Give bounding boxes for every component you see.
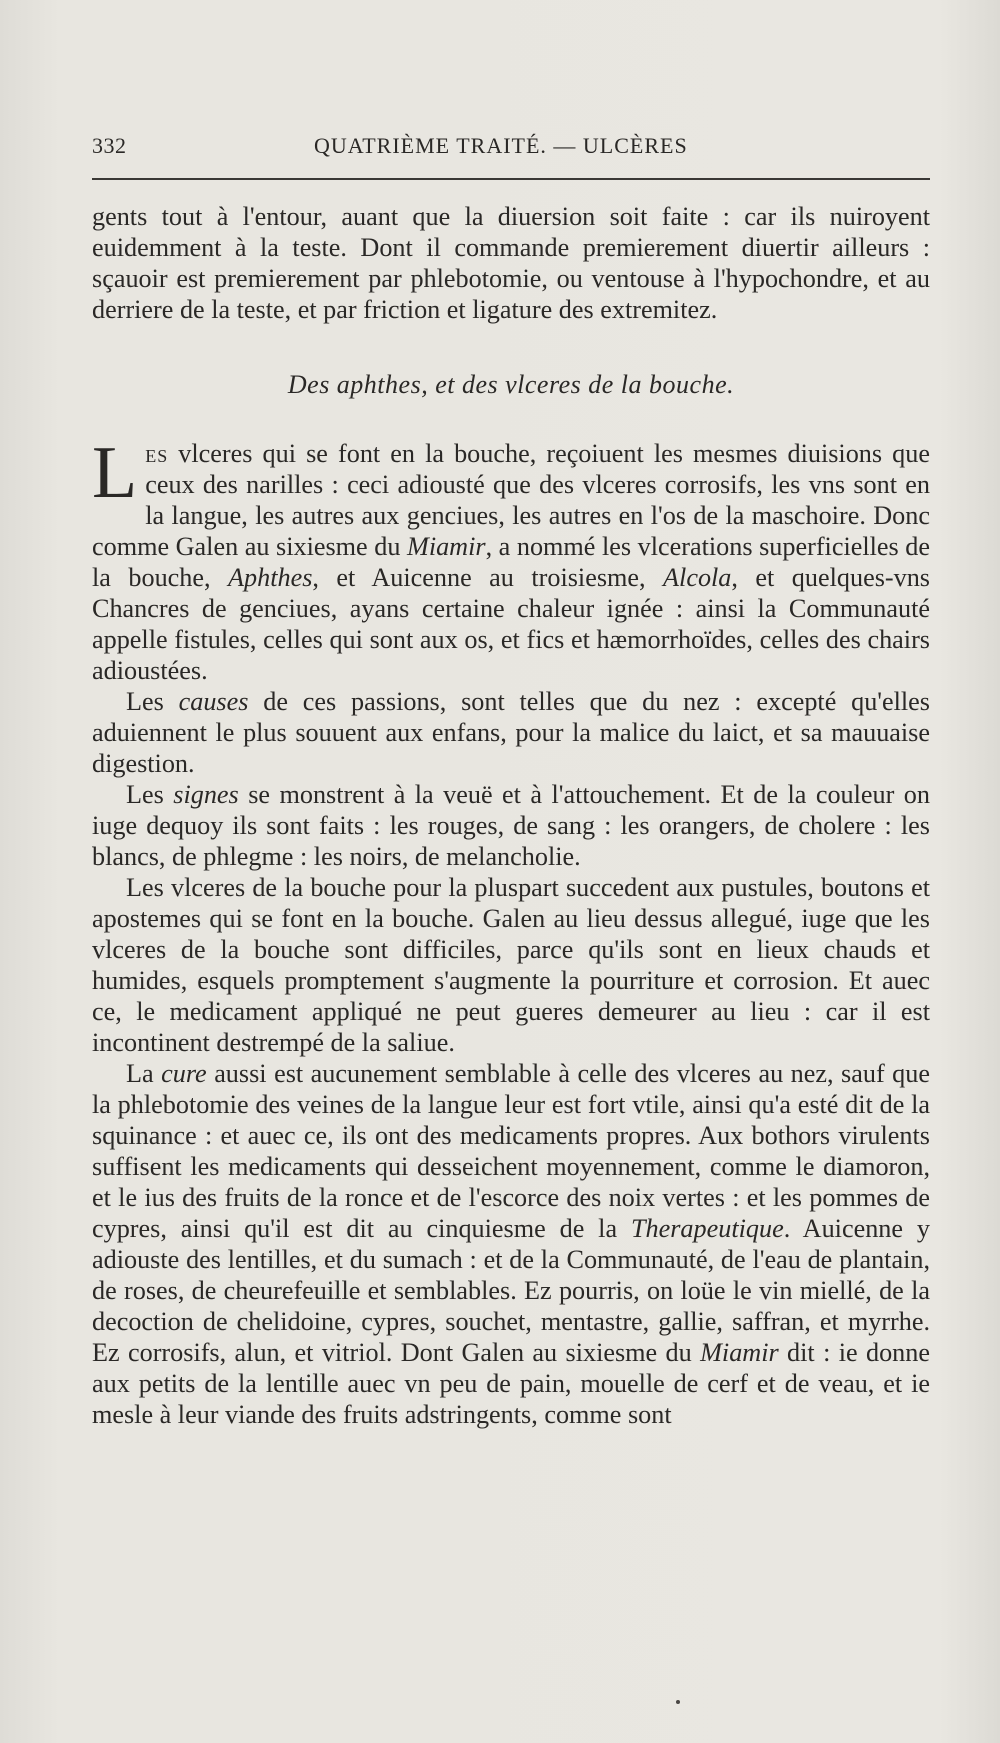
drop-cap: L — [92, 432, 138, 514]
italic-text: causes — [178, 687, 249, 716]
page-number: 332 — [92, 133, 127, 158]
italic-text: Aphthes — [228, 563, 313, 592]
header-rule — [92, 178, 930, 180]
italic-text: signes — [173, 780, 239, 809]
running-header — [92, 133, 930, 167]
text-run: La — [126, 1059, 162, 1088]
small-caps-text: es — [145, 439, 169, 468]
page-body — [92, 201, 930, 1430]
italic-text: Miamir — [407, 532, 486, 561]
section-subtitle: Des aphthes, et des vlceres de la bouche. — [287, 370, 735, 399]
text-run: , et Auicenne au troisiesme, — [312, 563, 664, 592]
running-title: QUATRIÈME TRAITÉ. — ULCÈRES — [314, 133, 688, 158]
text-run: dit : ie donne aux petits de la lentille auec vn peu de pain, mouelle de cerf et de veau, et ie mesle à leur viande des fruits adstringents, comme sont — [92, 1338, 930, 1429]
text-run: de ces passions, sont telles que du nez : excepté qu'elles aduiennent le plus souuent aux enfans, pour la malice du laict, et sa mauuaise digestion. — [92, 687, 930, 778]
italic-text: cure — [161, 1059, 207, 1088]
italic-text: Miamir — [700, 1338, 779, 1367]
italic-text: Alcola — [663, 563, 732, 592]
paragraph-signes — [92, 779, 930, 872]
paragraph-vlceres: Les vlceres de la bouche pour la pluspart succedent aux pustules, boutons et apostemes qui se font en la bouche. Galen au lieu dessus allegué, iuge que les vlceres de la bouche sont difficiles, parce qu'ils sont en lieux chauds et humides, esquels promptement s'augmente la pourriture et corrosion. Et auec ce, le medicament appliqué ne peut gueres demeurer au lieu : car il est incontinent destrempé de la saliue. — [92, 873, 930, 1057]
paragraph-continuation: gents tout à l'entour, auant que la diuersion soit faite : car ils nuiroyent euidemment à la teste. Dont il commande premierement diuertir ailleurs : sçauoir est premierement par phlebotomie, ou ventouse à l'hypochondre, et au derriere de la teste, et par friction et ligature des extremitez. — [92, 202, 930, 324]
text-run: . Auicenne y adiouste des lentilles, et du sumach : et de la Communauté, de l'eau de plantain, de roses, de cheurefeuille et semblables. Ez pourris, on loüe le vin miellé, de la decoction de chelidoine, cypres, souchet, mentastre, gallie, saffran, et myrrhe. Ez corrosifs, alun, et vitriol. Dont Galen au sixiesme du — [92, 1214, 930, 1367]
text-run: aussi est aucunement semblable à celle des vlceres au nez, sauf que la phlebotomie des veines de la langue leur est fort vtile, ainsi qu'a esté dit de la squinance : et auec ce, ils ont des medicaments propres. Aux bothors virulents suffisent les medicaments qui desseichent moyennement, comme le diamoron, et le ius des fruits de la ronce et de l'escorce des noix vertes : et les pommes de cypres, ainsi qu'il est dit au cinquiesme de la — [92, 1059, 930, 1243]
text-run: , et quelques-vns Chancres de genciues, ayans certaine chaleur ignée : ainsi la Communauté appelle fistules, celles qui sont aux os, et fics et hæmorrhoïdes, celles des chairs adioustées. — [92, 563, 930, 685]
paragraph-causes — [92, 686, 930, 779]
text-run: vlceres qui se font en la bouche, reçoiuent les mesmes diuisions que ceux des narilles : ceci adiousté que des vlceres corrosifs, les vns sont en la langue, les autres aux genciues, les autres en l'os de la maschoire. Donc comme Galen au sixiesme du — [92, 439, 930, 561]
text-run: Les — [126, 687, 179, 716]
text-run: Les — [126, 780, 174, 809]
ink-speck — [676, 1700, 680, 1704]
italic-text: Therapeutique — [630, 1214, 784, 1243]
paragraph-opening — [92, 432, 930, 686]
text-run: se monstrent à la veuë et à l'attouchement. Et de la couleur on iuge dequoy ils sont faits : les rouges, de sang : les orangers, de cholere : les blancs, de phlegme : les noirs, de melancholie. — [92, 780, 930, 871]
paragraph-cure — [92, 1058, 930, 1430]
text-run: , a nommé les vlcerations superficielles de la bouche, — [92, 532, 930, 592]
